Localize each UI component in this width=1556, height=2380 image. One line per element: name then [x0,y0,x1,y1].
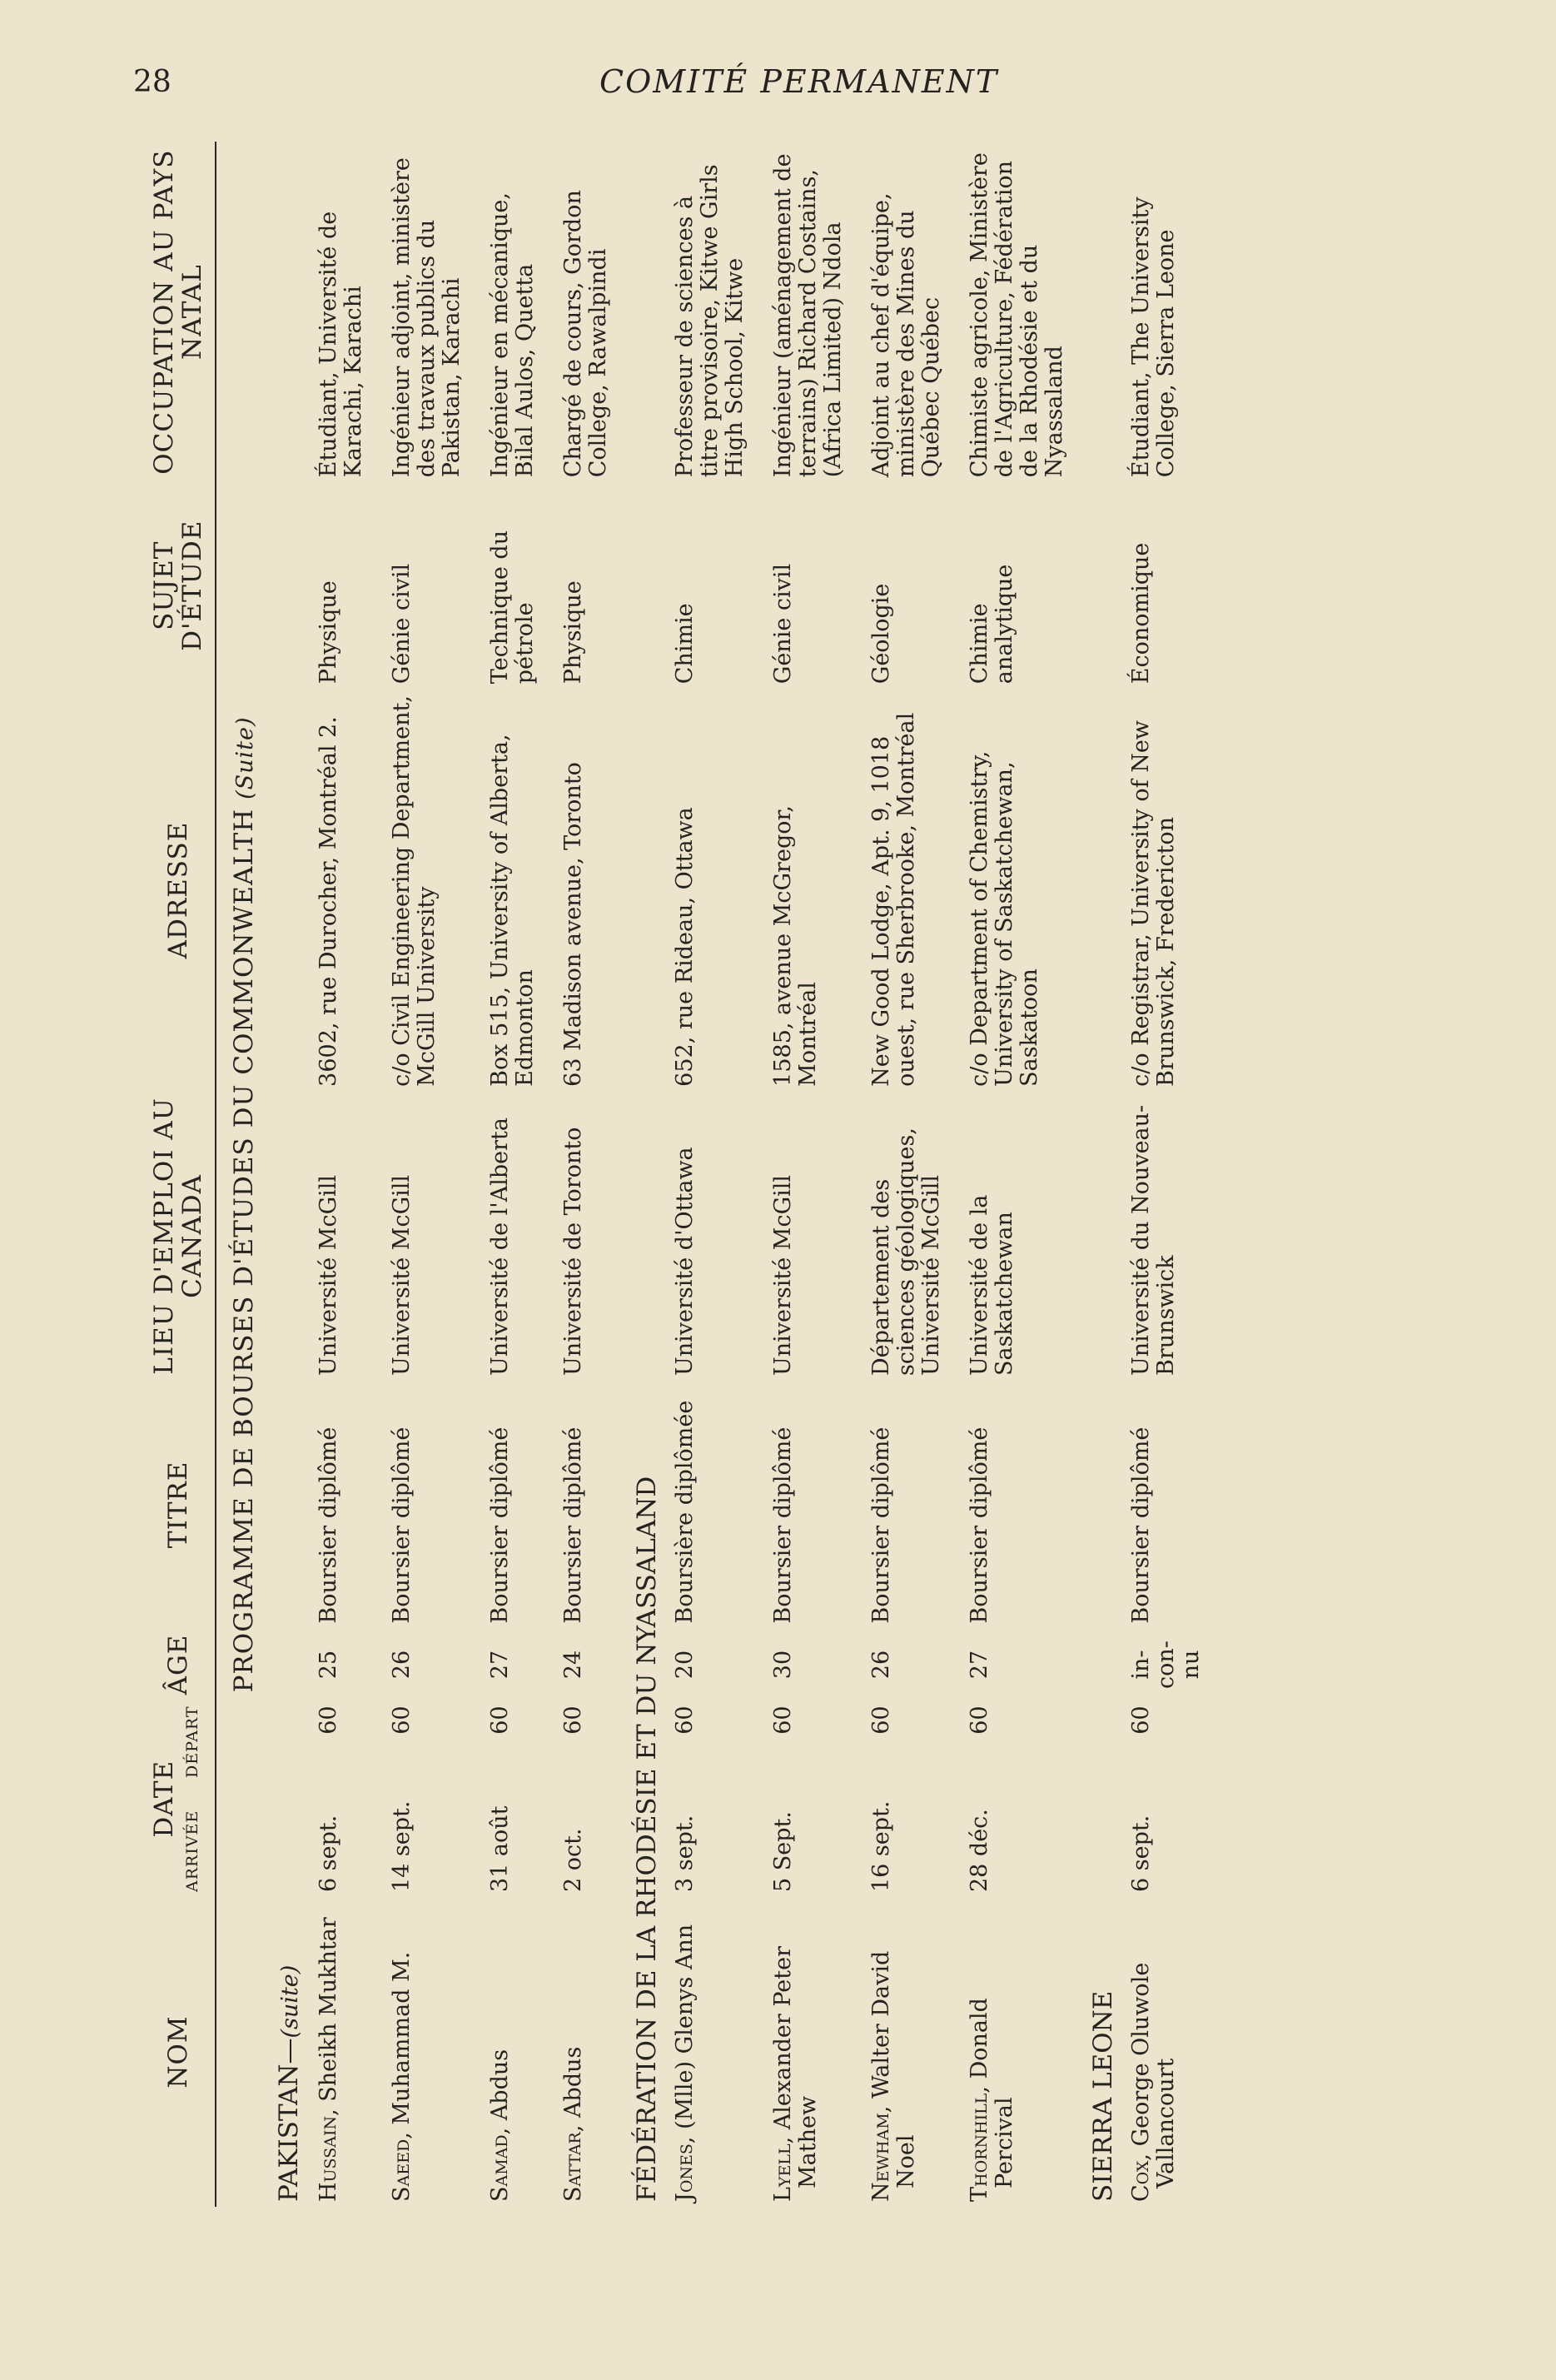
row-adresse: New Good Lodge, Apt. 9, 1018 ouest, rue Sherbrooke, Montréal [868,712,919,1087]
country-name: FÉDÉRATION DE LA RHODÉSIE ET DU NYASSALAND [632,1476,662,2202]
row-titre: Boursier diplômé [770,1427,796,1624]
row-depart: 60 [672,1705,698,1735]
header-occupation: OCCUPATION AU PAYS NATAL [142,142,216,482]
row-surname: Saeed, [389,2132,415,2202]
row-arrivee: 16 sept. [868,1800,894,1893]
row-adresse: 3602, rue Durocher, Montréal 2. [316,716,341,1087]
row-arrivee: 14 sept. [389,1800,415,1893]
row-surname: Sattar, [560,2124,586,2202]
row-sujet: Génie civil [389,563,415,685]
row-surname: Thornhill, [967,2086,992,2202]
row-adresse: c/o Department of Chemistry, University of Saskatchewan, Saskatoon [967,750,1042,1087]
header-row [142,142,216,2207]
row-given: Alexander Peter Mathew [770,1945,821,2188]
row-given: Muhammad M. [389,1951,415,2125]
row-sujet: Physique [560,580,586,685]
header-sujet: SUJET D'ÉTUDE [142,482,216,689]
row-lieu: Université de l'Alberta [487,1118,513,1377]
row-lieu: Université d'Ottawa [672,1147,698,1377]
header-adresse: ADRESSE [142,689,216,1092]
row-age: 25 [316,1650,341,1680]
row-sujet: Chimie analytique [967,564,1017,685]
row-given: Abdus [560,2046,586,2118]
row-occupation: Ingénieur adjoint, ministère des travaux publics du Pakistan, Karachi [389,157,465,478]
section-title: PROGRAMME DE BOURSES D'ÉTUDES DU COMMONWEALTH [229,808,259,1693]
table-row [549,142,623,2207]
row-surname: Lyell, [770,2136,796,2202]
row-arrivee: 6 sept. [1128,1815,1154,1893]
table-row [305,142,378,2207]
row-sujet: Géologie [868,583,894,685]
row-arrivee: 31 août [487,1805,513,1893]
row-depart: 60 [487,1705,513,1735]
row-titre: Boursier diplômé [487,1427,513,1624]
row-given: (Mlle) Glenys Ann [672,1924,698,2129]
row-depart: 60 [1128,1705,1154,1735]
country-name: PAKISTAN— [274,2038,304,2202]
table-row [378,142,476,2207]
row-depart: 60 [389,1705,415,1735]
row-lieu: Université de Toronto [560,1127,586,1377]
country-row [265,142,305,2207]
row-titre: Boursier diplômé [389,1427,415,1624]
scholarship-table [142,142,1215,2207]
row-titre: Boursier diplômé [868,1427,894,1624]
header-nom: NOM [142,1897,216,2207]
row-lieu: Département des sciences géologiques, Université McGill [868,1128,944,1377]
row-given: Donald Percival [967,1998,1017,2188]
row-sujet: Génie civil [770,563,796,685]
row-occupation: Professeur de sciences à titre provisoire, Kitwe Girls High School, Kitwe [672,164,748,478]
page-number: 28 [133,65,172,99]
table-row [759,142,858,2207]
row-age: 26 [868,1650,894,1680]
row-given: Walter David Noel [868,1950,919,2188]
table-row [661,142,759,2207]
row-occupation: Chargé de cours, Gordon College, Rawalpindi [560,190,611,478]
row-occupation: Étudiant, The University College, Sierra Leone [1128,197,1179,478]
row-arrivee: 28 déc. [967,1809,992,1893]
row-lieu: Université McGill [389,1174,415,1377]
country-row [623,142,661,2207]
row-adresse: 652, rue Rideau, Ottawa [672,807,698,1087]
header-age: ÂGE [142,1629,216,1701]
rotated-table-block [142,142,1540,2207]
country-name: SIERRA LEONE [1088,1990,1118,2202]
row-titre: Boursier diplômé [560,1427,586,1624]
header-depart: DÉPART [183,1705,201,1778]
header-date [142,1700,216,1897]
row-sujet: Technique du pétrole [487,530,538,685]
row-depart: 60 [770,1705,796,1735]
country-note: (suite) [277,1964,303,2039]
row-given: Sheikh Mukhtar [316,1917,341,2102]
row-age: 24 [560,1650,586,1680]
row-given: Abdus [487,2049,513,2121]
row-lieu: Université de la Saskatchewan [967,1194,1017,1377]
row-given: George Oluwole Vallancourt [1128,1962,1179,2188]
row-sujet: Chimie [672,603,698,685]
row-adresse: c/o Civil Engineering Department, McGill University [389,695,440,1087]
row-surname: Samad, [487,2127,513,2202]
row-arrivee: 2 oct. [560,1828,586,1893]
row-titre: Boursier diplômé [1128,1427,1154,1624]
row-adresse: 1585, avenue McGregor, Montréal [770,804,821,1087]
row-age: 30 [770,1650,796,1680]
row-lieu: Université McGill [770,1174,796,1377]
row-depart: 60 [868,1705,894,1735]
row-surname: Cox, [1128,2153,1154,2202]
running-head: COMITÉ PERMANENT [599,63,999,100]
row-surname: Hussain, [316,2109,341,2202]
row-age: 20 [672,1650,698,1680]
row-age: 27 [967,1650,992,1680]
row-depart: 60 [967,1705,992,1735]
row-sujet: Physique [316,580,341,685]
row-lieu: Université du Nouveau-Brunswick [1128,1104,1179,1377]
row-titre: Boursière diplômée [672,1400,698,1624]
row-surname: Jones, [672,2136,698,2202]
header-lieu: LIEU D'EMPLOI AU CANADA [142,1092,216,1381]
row-adresse: 63 Madison avenue, Toronto [560,762,586,1087]
row-sujet: Économique [1128,542,1154,685]
row-surname: Newham, [868,2105,894,2202]
row-depart: 60 [560,1705,586,1735]
row-occupation: Chimiste agricole, Ministère de l'Agriculture, Fédération de la Rhodésie et du Nyassaland [967,152,1067,478]
row-age: in- con- nu [1128,1641,1204,1689]
row-occupation: Étudiant, Université de Karachi, Karachi [316,211,366,478]
row-adresse: Box 515, University of Alberta, Edmonton [487,734,538,1087]
row-occupation: Adjoint au chef d'équipe, ministère des Mines du Québec Québec [868,192,944,478]
section-title-row [216,142,265,2207]
table-row [1117,142,1215,2207]
row-titre: Boursier diplômé [967,1427,992,1624]
row-age: 27 [487,1650,513,1680]
header-titre: TITRE [142,1381,216,1629]
table-row [956,142,1079,2207]
header-arrivee: ARRIVÉE [183,1810,201,1893]
row-occupation: Ingénieur (aménagement de terrains) Richard Costains, (Africa Limited) Ndola [770,153,846,478]
row-adresse: c/o Registrar, University of New Brunswick, Fredericton [1128,720,1179,1087]
row-titre: Boursier diplômé [316,1427,341,1624]
section-suite: (Suite) [232,716,258,799]
row-depart: 60 [316,1705,341,1735]
header-date-label: DATE [149,1760,179,1838]
table-row [476,142,549,2207]
country-row [1079,142,1117,2207]
row-age: 26 [389,1650,415,1680]
table-row [858,142,956,2207]
row-arrivee: 5 Sept. [770,1811,796,1893]
row-arrivee: 6 sept. [316,1815,341,1893]
row-arrivee: 3 sept. [672,1815,698,1893]
row-lieu: Université McGill [316,1174,341,1377]
row-occupation: Ingénieur en mécanique, Bilal Aulos, Quetta [487,192,538,478]
